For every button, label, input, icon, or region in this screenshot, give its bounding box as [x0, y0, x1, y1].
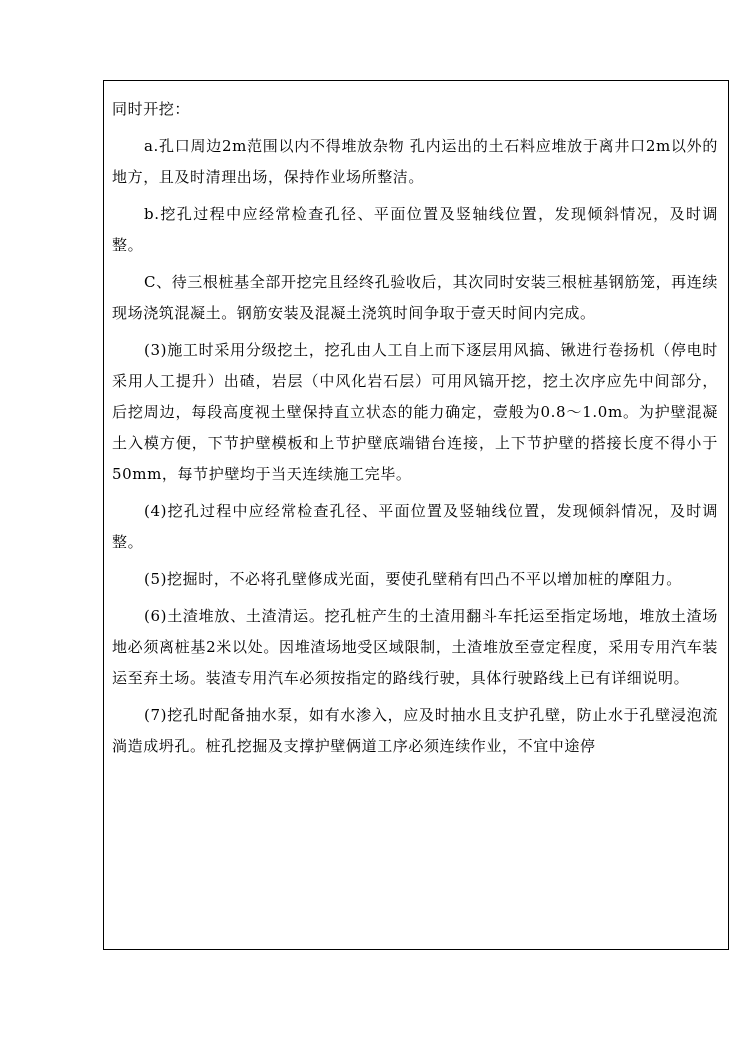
paragraph-item-b: b.挖孔过程中应经常检查孔径、平面位置及竖轴线位置，发现倾斜情况，及时调整。 — [112, 205, 718, 254]
paragraph-item-7: (7)挖孔时配备抽水泵，如有水渗入，应及时抽水且支护孔壁，防止水于孔壁浸泡流淌造成坍孔。桩孔挖掘及支撑护壁俩道工序必须连续作业，不宜中途停 — [112, 706, 718, 755]
paragraph-continuation: 同时开挖： — [112, 100, 191, 118]
paragraph-item-6: (6)土渣堆放、土渣清运。挖孔桩产生的土渣用翻斗车托运至指定场地，堆放土渣场地必须离桩基2米以处。因堆渣场地受区域限制，土渣堆放至壹定程度，采用专用汽车装运至弃土场。装渣专用汽车必须按指定的路线行驶，具体行驶路线上已有详细说明。 — [112, 607, 718, 687]
document-frame — [103, 80, 729, 950]
document-body — [112, 94, 718, 762]
paragraph-item-5: (5)挖掘时，不必将孔壁修成光面，要使孔壁稍有凹凸不平以增加桩的摩阻力。 — [144, 570, 682, 588]
paragraph-item-c: C、待三根桩基全部开挖完且经终孔验收后，其次同时安装三根桩基钢筋笼，再连续现场浇筑混凝土。钢筋安装及混凝土浇筑时间争取于壹天时间内完成。 — [112, 273, 718, 322]
paragraph-item-3: (3)施工时采用分级挖土，挖孔由人工自上而下逐层用风搞、锹进行卷扬机（停电时采用人工提升）出碴，岩层（中风化岩石层）可用风镐开挖，挖土次序应先中间部分，后挖周边，每段高度视土壁保持直立状态的能力确定，壹般为0.8～1.0m。为护壁混凝土入模方便，下节护壁模板和上节护壁底端错台连接，上下节护壁的搭接长度不得小于50mm，每节护壁均于当天连续施工完毕。 — [112, 341, 718, 483]
paragraph-item-a: a.孔口周边2m范围以内不得堆放杂物 孔内运出的土石料应堆放于离井口2m以外的地方，且及时清理出场，保持作业场所整洁。 — [112, 137, 718, 186]
paragraph-item-4: (4)挖孔过程中应经常检查孔径、平面位置及竖轴线位置，发现倾斜情况，及时调整。 — [112, 502, 718, 551]
